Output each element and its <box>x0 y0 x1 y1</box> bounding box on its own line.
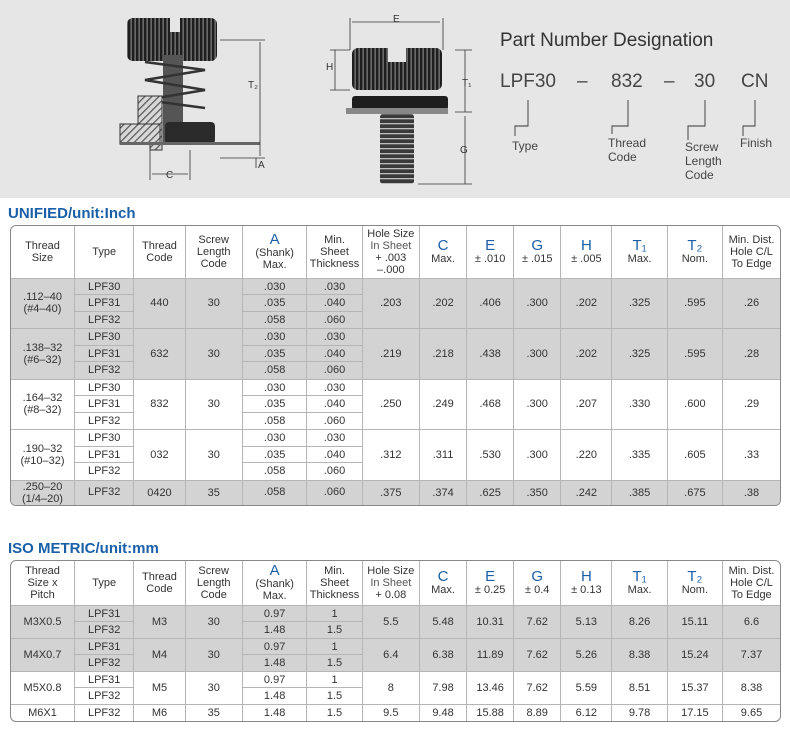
cell-t1: .325 <box>612 278 667 329</box>
header-type-label: Type <box>92 245 117 258</box>
header-a <box>242 561 307 605</box>
designation-leaders <box>515 100 755 140</box>
cell-e: 13.46 <box>467 671 514 704</box>
cell-type-item: LPF32 <box>87 465 121 477</box>
cell-thread-code: M4 <box>134 638 185 671</box>
cell-screw-length: 30 <box>185 329 242 380</box>
cell-thread-size: .190–32 (#10–32) <box>11 430 74 481</box>
cell-a-item: .030 <box>243 380 307 397</box>
header-a-label: (Shank) Max. <box>255 247 294 272</box>
header-thread-code-label: Thread Code <box>142 570 177 595</box>
cell-type-item: LPF31 <box>75 606 133 622</box>
header-screw-length <box>185 561 242 605</box>
cell-a-item: 0.97 <box>243 639 307 655</box>
table-row <box>11 605 780 638</box>
cell-sheet <box>307 329 362 380</box>
cell-hole: 5.5 <box>362 605 419 638</box>
cell-sheet <box>307 278 362 329</box>
header-a-label: (Shank) Max. <box>255 578 294 603</box>
header-thread-size-label: Thread Size <box>25 239 60 264</box>
cell-a-item: .058 <box>263 414 286 427</box>
fastener-elevation <box>330 18 472 184</box>
header-c-label: Max. <box>431 253 455 266</box>
cell-t2: .675 <box>667 480 722 505</box>
table-row <box>11 278 780 329</box>
drawing-panel <box>0 0 790 198</box>
cell-c: .202 <box>419 278 466 329</box>
header-h-symbol: H <box>580 237 592 255</box>
designation-title: Part Number Designation <box>500 30 714 51</box>
cell-min-dist: 7.37 <box>723 638 780 671</box>
cell-type-item: LPF31 <box>75 447 133 464</box>
cell-min-dist: 8.38 <box>723 671 780 704</box>
caption-thread-code: Thread Code <box>608 136 647 164</box>
cell-t2: .595 <box>667 278 722 329</box>
metric-table <box>11 561 780 721</box>
header-thread-code <box>134 226 185 278</box>
cell-c: 5.48 <box>419 605 466 638</box>
cell-h: .202 <box>561 278 612 329</box>
cell-sheet <box>307 480 362 505</box>
table-row <box>11 638 780 671</box>
cell-t1: .335 <box>612 430 667 481</box>
cell-g: 7.62 <box>514 605 561 638</box>
header-t1 <box>612 226 667 278</box>
cell-sheet-item: .040 <box>307 447 361 464</box>
cell-sheet <box>307 605 362 638</box>
cell-g: .300 <box>514 278 561 329</box>
cell-hole: 6.4 <box>362 638 419 671</box>
cell-min-dist: 6.6 <box>723 605 780 638</box>
cell-screw-length: 30 <box>185 430 242 481</box>
cell-min-dist: .33 <box>723 430 780 481</box>
header-a <box>242 226 307 278</box>
designation-length-code: 30 <box>694 71 716 92</box>
table-row <box>11 704 780 721</box>
cell-sheet-item: 1.5 <box>326 706 343 719</box>
header-h <box>561 561 612 605</box>
cell-t1: .330 <box>612 379 667 430</box>
cell-a <box>242 671 307 704</box>
cell-e: .438 <box>467 329 514 380</box>
header-min-sheet-label: Min. Sheet Thickness <box>309 233 360 270</box>
designation-dash: – <box>577 71 588 92</box>
cell-type <box>74 430 133 481</box>
header-h-label: ± .005 <box>571 253 602 266</box>
cell-a <box>242 329 307 380</box>
cell-c: .249 <box>419 379 466 430</box>
header-e-label: ± .010 <box>474 253 506 266</box>
table-header-row <box>11 561 780 605</box>
designation-thread-code: 832 <box>611 71 643 92</box>
cell-t2: .595 <box>667 329 722 380</box>
header-a-symbol: A <box>269 562 280 580</box>
cell-a-item: .058 <box>263 313 286 326</box>
table-row <box>11 329 780 380</box>
header-h <box>561 226 612 278</box>
cell-sheet-item: .060 <box>323 465 346 477</box>
cell-type <box>74 704 133 721</box>
header-g-label: ± .015 <box>521 253 553 266</box>
cell-a-item: .035 <box>243 346 307 363</box>
cell-a-item: .058 <box>263 364 286 376</box>
cell-min-dist: .28 <box>723 329 780 380</box>
cell-type <box>74 480 133 505</box>
cell-h: .220 <box>561 430 612 481</box>
cell-a-item: 1.48 <box>263 689 286 702</box>
cell-sheet <box>307 638 362 671</box>
metric-spec-table <box>10 560 781 722</box>
cell-c: 7.98 <box>419 671 466 704</box>
cell-type-item: LPF31 <box>75 295 133 312</box>
header-t2-symbol: T₂ <box>687 568 703 586</box>
header-e-symbol: E <box>485 568 496 586</box>
cell-screw-length: 30 <box>185 278 242 329</box>
cell-sheet-item: .030 <box>307 380 361 397</box>
header-t2 <box>667 561 722 605</box>
cell-t2: 15.11 <box>667 605 722 638</box>
cell-e: 11.89 <box>467 638 514 671</box>
designation-type-code: LPF30 <box>500 71 556 92</box>
cell-thread-code: 440 <box>134 278 185 329</box>
cell-sheet-item: .060 <box>323 486 346 499</box>
dim-e: E <box>393 14 400 25</box>
cell-hole: .203 <box>362 278 419 329</box>
cell-e: 10.31 <box>467 605 514 638</box>
cell-t1: .385 <box>612 480 667 505</box>
cell-sheet <box>307 671 362 704</box>
cell-sheet-item: 1.5 <box>326 689 343 702</box>
header-c <box>419 226 466 278</box>
header-type-label: Type <box>92 576 117 589</box>
cell-thread-size: M3X0.5 <box>11 605 74 638</box>
metric-section-title: ISO METRIC/unit:mm <box>8 540 159 557</box>
cell-screw-length: 30 <box>185 605 242 638</box>
header-c-label: Max. <box>431 584 455 597</box>
installed-fastener-section <box>120 18 265 180</box>
cell-type-item: LPF32 <box>87 706 121 719</box>
cell-a-item: 0.97 <box>243 672 307 688</box>
cell-type-item: LPF30 <box>75 380 133 397</box>
cell-g: 7.62 <box>514 671 561 704</box>
header-e <box>467 561 514 605</box>
header-e-label: ± 0.25 <box>474 584 506 597</box>
cell-hole: .312 <box>362 430 419 481</box>
cell-a-item: 0.97 <box>243 606 307 622</box>
cell-a-item: .035 <box>243 396 307 413</box>
header-c <box>419 561 466 605</box>
header-t2-label: Nom. <box>681 253 709 266</box>
cell-screw-length: 30 <box>185 379 242 430</box>
header-thread-code-label: Thread Code <box>142 239 177 264</box>
cell-h: .242 <box>561 480 612 505</box>
cell-t1: 8.51 <box>612 671 667 704</box>
cell-sheet-item: .030 <box>307 279 361 296</box>
cell-min-dist: 9.65 <box>723 704 780 721</box>
cell-sheet <box>307 430 362 481</box>
cell-g: 8.89 <box>514 704 561 721</box>
cell-sheet-item: 1.5 <box>326 656 343 669</box>
unified-section-title: UNIFIED/unit:Inch <box>8 205 136 222</box>
cell-thread-size: .250–20 (1/4–20) <box>11 480 74 505</box>
cell-thread-size: .164–32 (#8–32) <box>11 379 74 430</box>
cell-thread-code: 832 <box>134 379 185 430</box>
cell-a-item: .035 <box>243 447 307 464</box>
cell-c: 6.38 <box>419 638 466 671</box>
header-thread-size <box>11 226 74 278</box>
cell-thread-size: M4X0.7 <box>11 638 74 671</box>
table-row <box>11 480 780 505</box>
cell-min-dist: .26 <box>723 278 780 329</box>
cell-h: 5.59 <box>561 671 612 704</box>
header-thread-size-label: Thread Size x Pitch <box>25 564 60 601</box>
cell-type-item: LPF31 <box>75 346 133 363</box>
table-row <box>11 379 780 430</box>
cell-a-item: .058 <box>263 486 286 499</box>
cell-g: .300 <box>514 379 561 430</box>
header-t2 <box>667 226 722 278</box>
header-thread-size <box>11 561 74 605</box>
header-hole-size: Hole Size In Sheet + 0.08 <box>362 561 419 605</box>
cell-type-item: LPF32 <box>87 364 121 376</box>
caption-type: Type <box>512 139 539 153</box>
header-min-dist-label: Min. Dist. Hole C/L To Edge <box>728 564 775 601</box>
cell-thread-code: 032 <box>134 430 185 481</box>
cell-g: .300 <box>514 329 561 380</box>
header-h-symbol: H <box>580 568 592 586</box>
cell-t1: 8.26 <box>612 605 667 638</box>
header-e <box>467 226 514 278</box>
cell-type <box>74 329 133 380</box>
cell-type-item: LPF32 <box>87 414 121 427</box>
header-type <box>74 226 133 278</box>
dim-a: A <box>258 160 265 171</box>
cell-a-item: 1.48 <box>263 656 286 669</box>
cell-type <box>74 638 133 671</box>
cell-e: 15.88 <box>467 704 514 721</box>
header-type <box>74 561 133 605</box>
cell-sheet-item: .030 <box>307 430 361 447</box>
cell-sheet-item: 1 <box>307 606 361 622</box>
cell-c: 9.48 <box>419 704 466 721</box>
cell-thread-code: M3 <box>134 605 185 638</box>
header-g-symbol: G <box>531 237 544 255</box>
cell-screw-length: 35 <box>185 480 242 505</box>
cell-sheet-item: .030 <box>307 329 361 346</box>
cell-t1: .325 <box>612 329 667 380</box>
cell-sheet-item: .040 <box>307 346 361 363</box>
header-t1 <box>612 561 667 605</box>
cell-thread-code: M5 <box>134 671 185 704</box>
header-screw-length <box>185 226 242 278</box>
header-h-label: ± 0.13 <box>571 584 602 597</box>
cell-a <box>242 605 307 638</box>
cell-t2: 17.15 <box>667 704 722 721</box>
cell-t2: 15.37 <box>667 671 722 704</box>
designation-dash: – <box>664 71 675 92</box>
caption-finish: Finish <box>740 136 773 150</box>
cell-screw-length: 30 <box>185 671 242 704</box>
cell-g: .350 <box>514 480 561 505</box>
cell-type <box>74 671 133 704</box>
header-t1-label: Max. <box>627 253 652 266</box>
header-thread-code <box>134 561 185 605</box>
cell-g: .300 <box>514 430 561 481</box>
cell-screw-length: 30 <box>185 638 242 671</box>
header-min-sheet-label: Min. Sheet Thickness <box>309 564 360 601</box>
cell-type-item: LPF30 <box>75 279 133 296</box>
dim-t2: T₂ <box>248 80 258 91</box>
cell-sheet-item: .040 <box>307 396 361 413</box>
cell-hole: 8 <box>362 671 419 704</box>
cell-type-item: LPF32 <box>87 313 121 326</box>
cell-sheet-item: .060 <box>323 414 346 427</box>
cell-a-item: 1.48 <box>263 706 286 719</box>
cell-a-item: .030 <box>243 430 307 447</box>
cell-t1: 9.78 <box>612 704 667 721</box>
cell-t2: 15.24 <box>667 638 722 671</box>
header-t2-label: Nom. <box>681 584 709 597</box>
cell-sheet <box>307 704 362 721</box>
header-g <box>514 226 561 278</box>
dim-g: G <box>460 145 468 156</box>
header-t1-label: Max. <box>627 584 652 597</box>
cell-sheet-item: 1 <box>307 672 361 688</box>
cell-t2: .600 <box>667 379 722 430</box>
cell-h: 5.26 <box>561 638 612 671</box>
cell-sheet <box>307 379 362 430</box>
header-t1-symbol: T₁ <box>632 568 647 586</box>
table-row <box>11 430 780 481</box>
header-c-symbol: C <box>437 237 449 255</box>
dim-c: C <box>166 170 174 181</box>
cell-c: .374 <box>419 480 466 505</box>
header-c-symbol: C <box>437 568 449 586</box>
cell-thread-size: M6X1 <box>11 704 74 721</box>
cell-type-item: LPF31 <box>75 639 133 655</box>
unified-spec-table <box>10 225 781 506</box>
header-min-dist <box>723 226 780 278</box>
cell-sheet-item: 1.5 <box>326 623 343 636</box>
cell-a-item: 1.48 <box>263 623 286 636</box>
cell-h: .207 <box>561 379 612 430</box>
cell-h: .202 <box>561 329 612 380</box>
cell-a-item: .030 <box>243 329 307 346</box>
table-row <box>11 671 780 704</box>
cell-c: .218 <box>419 329 466 380</box>
dim-h: H <box>326 62 334 73</box>
cell-a <box>242 278 307 329</box>
cell-type <box>74 379 133 430</box>
cell-c: .311 <box>419 430 466 481</box>
cell-e: .530 <box>467 430 514 481</box>
cell-thread-code: M6 <box>134 704 185 721</box>
cell-a <box>242 430 307 481</box>
cell-screw-length: 35 <box>185 704 242 721</box>
header-g <box>514 561 561 605</box>
dim-t1: T₁ <box>462 78 472 89</box>
header-g-label: ± 0.4 <box>525 584 550 597</box>
header-min-sheet <box>307 226 362 278</box>
table-header-row <box>11 226 780 278</box>
cell-type-item: LPF32 <box>87 486 121 499</box>
header-min-sheet <box>307 561 362 605</box>
header-screw-length-label: Screw Length Code <box>196 564 231 601</box>
cell-thread-code: 0420 <box>134 480 185 505</box>
header-t1-symbol: T₁ <box>632 237 647 255</box>
cell-min-dist: .38 <box>723 480 780 505</box>
designation-finish-code: CN <box>741 71 769 92</box>
cell-min-dist: .29 <box>723 379 780 430</box>
header-min-dist <box>723 561 780 605</box>
cell-a <box>242 638 307 671</box>
cell-e: .625 <box>467 480 514 505</box>
unified-table <box>11 226 780 505</box>
cell-type <box>74 278 133 329</box>
cell-a-item: .035 <box>243 295 307 312</box>
cell-e: .468 <box>467 379 514 430</box>
cell-a <box>242 480 307 505</box>
cell-hole: .375 <box>362 480 419 505</box>
cell-type-item: LPF30 <box>75 329 133 346</box>
cell-type-item: LPF32 <box>87 656 121 669</box>
cell-sheet-item: .060 <box>323 364 346 376</box>
cell-g: 7.62 <box>514 638 561 671</box>
header-a-symbol: A <box>269 231 280 249</box>
cell-sheet-item: .040 <box>307 295 361 312</box>
cell-type-item: LPF31 <box>75 672 133 688</box>
header-e-symbol: E <box>485 237 496 255</box>
cell-thread-size: .112–40 (#4–40) <box>11 278 74 329</box>
header-screw-length-label: Screw Length Code <box>196 233 231 270</box>
cell-h: 5.13 <box>561 605 612 638</box>
header-t2-symbol: T₂ <box>687 237 703 255</box>
cell-type-item: LPF32 <box>87 689 121 702</box>
cell-hole: .250 <box>362 379 419 430</box>
cell-hole: 9.5 <box>362 704 419 721</box>
cell-type-item: LPF30 <box>75 430 133 447</box>
cell-a-item: .030 <box>243 279 307 296</box>
cell-t2: .605 <box>667 430 722 481</box>
cell-a <box>242 379 307 430</box>
cell-thread-code: 632 <box>134 329 185 380</box>
cell-a <box>242 704 307 721</box>
cell-thread-size: M5X0.8 <box>11 671 74 704</box>
header-min-dist-label: Min. Dist. Hole C/L To Edge <box>728 233 775 270</box>
cell-e: .406 <box>467 278 514 329</box>
cell-a-item: .058 <box>263 465 286 477</box>
cell-thread-size: .138–32 (#6–32) <box>11 329 74 380</box>
cell-sheet-item: .060 <box>323 313 346 326</box>
cell-sheet-item: 1 <box>307 639 361 655</box>
cell-hole: .219 <box>362 329 419 380</box>
cell-type <box>74 605 133 638</box>
cell-type-item: LPF32 <box>87 623 121 636</box>
caption-screw-length-code: Screw Length Code <box>685 140 722 182</box>
cell-type-item: LPF31 <box>75 396 133 413</box>
header-g-symbol: G <box>531 568 544 586</box>
cell-t1: 8.38 <box>612 638 667 671</box>
header-hole-size: Hole Size In Sheet + .003 –.000 <box>362 226 419 278</box>
cell-h: 6.12 <box>561 704 612 721</box>
